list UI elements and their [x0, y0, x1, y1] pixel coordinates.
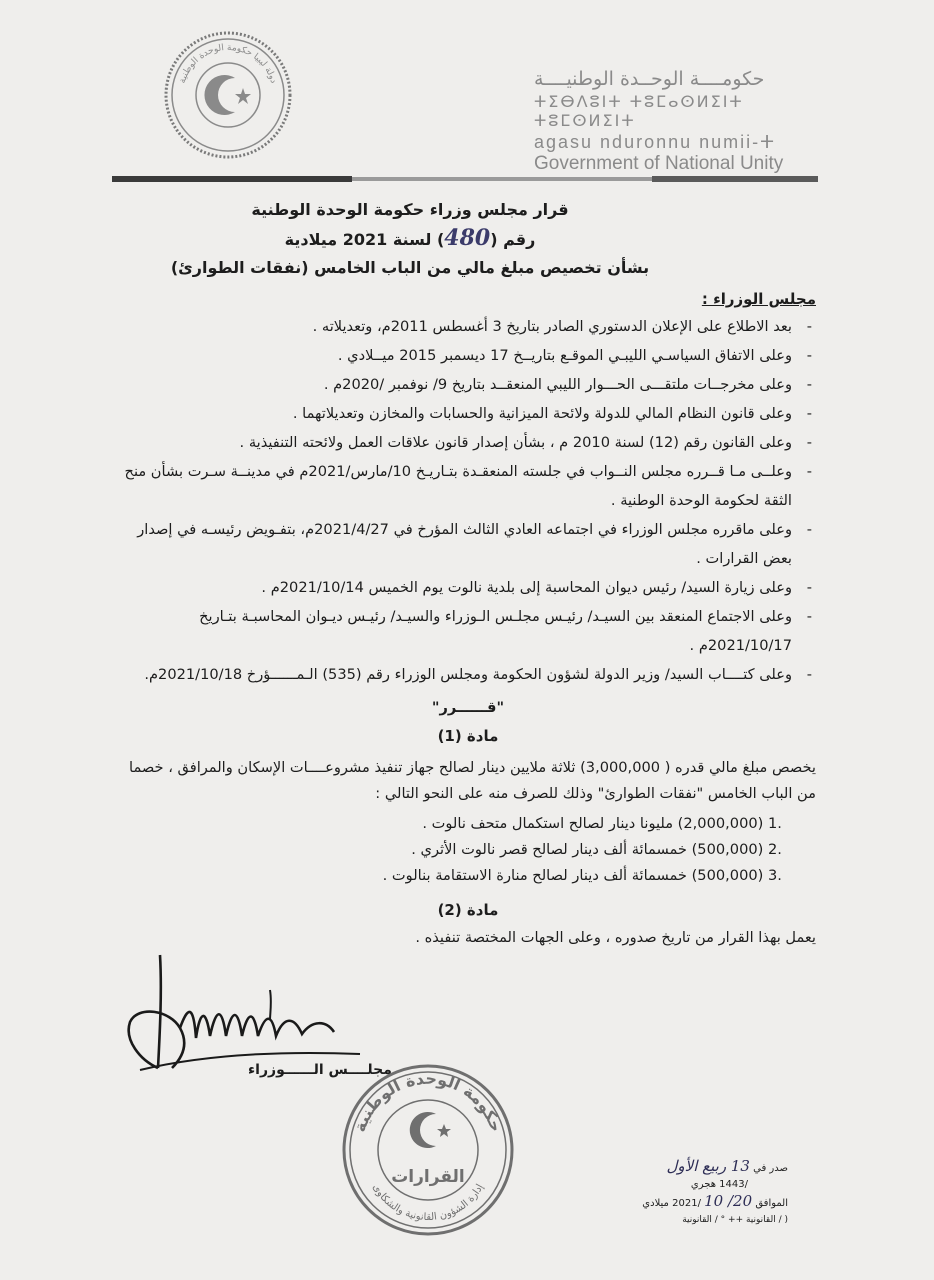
preamble-list	[120, 312, 816, 689]
article-2-text: يعمل بهذا القرار من تاريخ صدوره ، وعلى الجهات المختصة تنفيذه .	[415, 929, 816, 946]
government-name-arabic: حكومــــة الوحــدة الوطنيــــة	[534, 68, 765, 90]
allocation-item: 2. (500,000) خمسمائة ألف دينار لصالح قصر نالوت الأثري .	[411, 841, 782, 858]
preamble-item: - بعد الاطلاع على الإعلان الدستوري الصادر بتاريخ 3 أغسطس 2011م، وتعديلاته .	[312, 318, 812, 335]
decision-title: قرار مجلس وزراء حكومة الوحدة الوطنية	[251, 200, 569, 219]
header-divider	[112, 175, 818, 183]
government-name-latin: agasu nduronnu numii-ⵜ	[534, 132, 776, 152]
government-name-tifinagh: ⵜⵉⴱⴷⵓⵏⵜ ⵜⵓⵎⴰⵙⵍⵉⵏⵜ ⵜⵓⵎⵙⵍⵉⵏⵜ	[534, 92, 744, 130]
star-icon	[235, 88, 251, 104]
signature-label: مجلــــس الــــــوزراء	[248, 1062, 392, 1078]
letterhead	[534, 68, 824, 175]
allocation-item: 1. (2,000,000) مليونا دينار لصالح استكمال متحف نالوت .	[422, 815, 782, 832]
preamble-item: - وعلــى مـا قــرره مجلس النــواب في جلسته المنعقـدة بتـاريـخ 10/مارس/2021م في مدينــة سـرت بشأن منح الثقة لحكومة الوحدة الوطنية .	[124, 463, 812, 509]
issue-date-stamp: صدر في 13 ربيع الأول /1443 هجري الموافق 20/ 10 /2021 ميلادي ( / القانونية ++ ° / القانونية	[642, 1157, 788, 1225]
crescent-icon	[204, 75, 235, 115]
preamble-item: - وعلى كتــــاب السيد/ وزير الدولة لشؤون الحكومة ومجلس الوزراء رقم (535) الـمــــــؤرخ 2021/10/18م.	[144, 666, 812, 683]
allocation-list	[120, 811, 816, 889]
government-name-english: Government of National Unity	[534, 153, 784, 174]
document-body	[120, 290, 816, 951]
council-heading: مجلس الوزراء :	[701, 290, 816, 308]
preamble-item: - وعلى مخرجــات ملتقـــى الحـــوار الليبي المنعقــد بتاريخ 9/ نوفمبر /2020م .	[323, 376, 812, 393]
preamble-item: - وعلى ماقرره مجلس الوزراء في اجتماعه العادي الثالث المؤرخ في 2021/4/27م، بتفـويض رئيسـه في إصدار بعض القرارات .	[137, 521, 812, 567]
allocation-item: 3. (500,000) خمسمائة ألف دينار لصالح منارة الاستقامة بنالوت .	[382, 867, 782, 884]
preamble-item: - وعلى القانون رقم (12) لسنة 2010 م ، بشأن إصدار قانون علاقات العمل ولائحته التنفيذية .	[239, 434, 812, 451]
article-2-heading: مادة (2)	[437, 901, 499, 919]
decision-heading: "قــــــرر"	[431, 699, 505, 716]
preamble-item: - وعلى قانون النظام المالي للدولة ولائحة الميزانية والحسابات والمخازن وتعديلاتهما .	[292, 405, 812, 422]
decision-subject: بشأن تخصيص مبلغ مالي من الباب الخامس (نفقات الطوارئ)	[170, 258, 650, 277]
svg-text:إدارة الشؤون القانونية والشكاو: إدارة الشؤون القانونية والشكاوى	[370, 1182, 486, 1224]
decisions-office-seal	[340, 1062, 516, 1238]
state-emblem-seal	[163, 30, 293, 160]
article-1-heading: مادة (1)	[437, 727, 499, 745]
preamble-item: - وعلى الاتفاق السياسـي الليبـي الموقـع بتاريــخ 17 ديسمبر 2015 ميــلادي .	[337, 347, 812, 364]
crescent-icon	[410, 1112, 436, 1148]
svg-text:دولة ليبيا حكومة الوحدة الوطني: دولة ليبيا حكومة الوحدة الوطنية	[177, 42, 279, 85]
preamble-item: - وعلى زيارة السيد/ رئيس ديوان المحاسبة إلى بلدية نالوت يوم الخميس 2021/10/14م .	[261, 579, 812, 596]
star-icon	[437, 1124, 451, 1137]
gregorian-date-handwritten: 20/ 10	[704, 1192, 753, 1210]
svg-text:القرارات: القرارات	[391, 1167, 465, 1187]
preamble-item: - وعلى الاجتماع المنعقد بين السيـد/ رئيـس مجلـس الـوزراء والسيـد/ رئيـس ديـوان المحاسبـة بتـاريخ 2021/10/17م .	[199, 608, 812, 654]
hijri-date-handwritten: 13 ربيع الأول	[666, 1157, 750, 1175]
decision-title-block	[150, 196, 670, 282]
article-1-text: يخصص مبلغ مالي قدره ( 3,000,000) ثلاثة ملايين دينار لصالح جهاز تنفيذ مشروعــــات الإسكان والمرافق ، خصما من الباب الخامس "نفقات الطوارئ" وذلك للصرف منه على النحو التالي :	[129, 759, 816, 802]
svg-text:حكومة الوحدة الوطنية: حكومة الوحدة الوطنية	[349, 1068, 507, 1135]
decision-number: 480	[444, 225, 491, 251]
decision-number-line: رقم (480) لسنة 2021 ميلادية	[284, 225, 536, 251]
